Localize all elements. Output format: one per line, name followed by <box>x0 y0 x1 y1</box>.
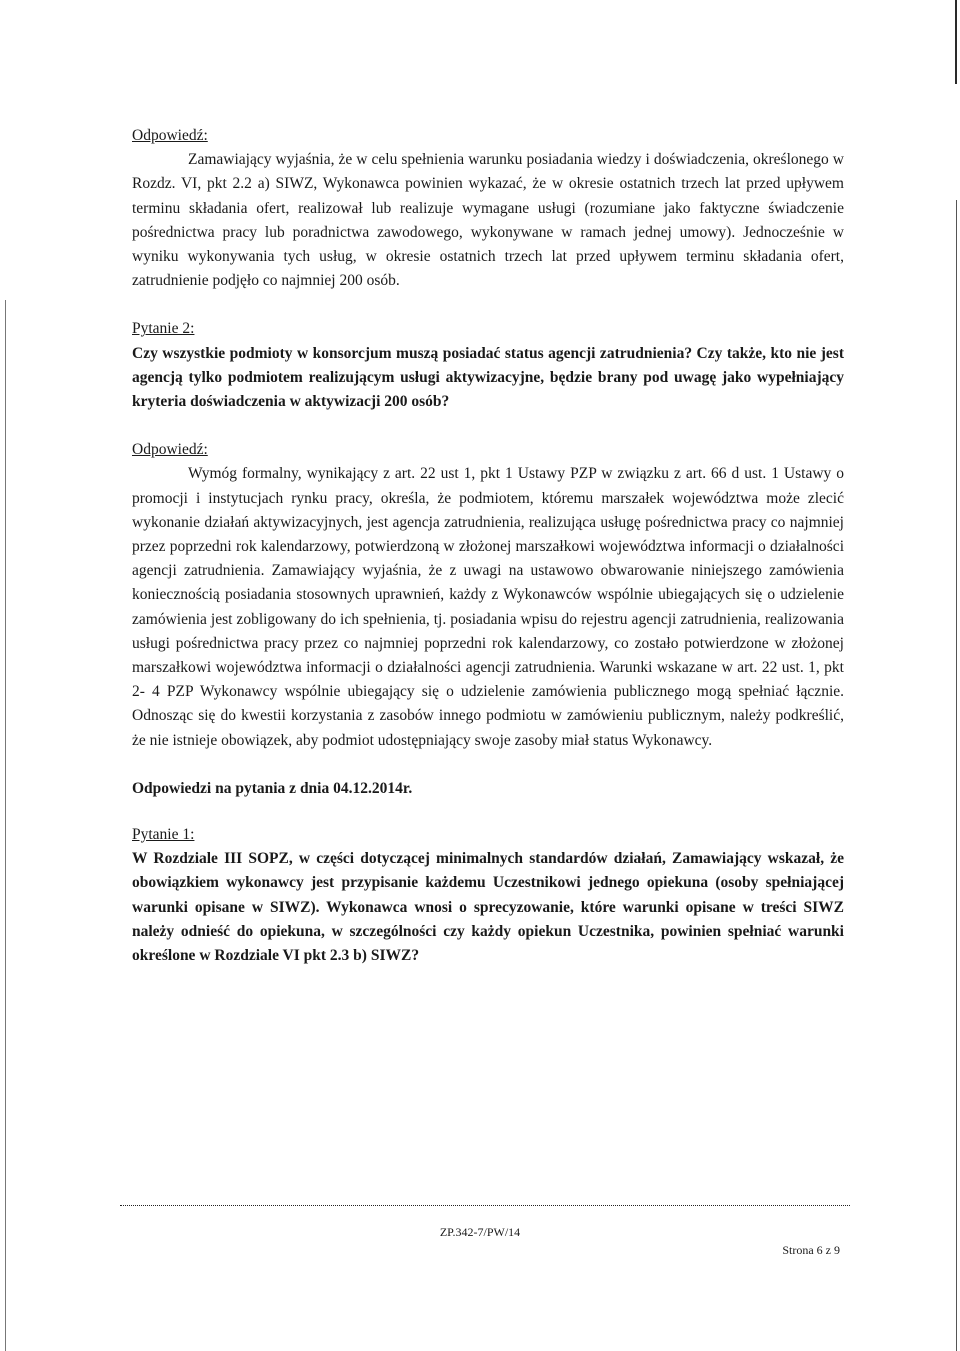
footer-page-number: Strona 6 z 9 <box>782 1243 840 1257</box>
answer-paragraph-1: Zamawiający wyjaśnia, że w celu spełnienia warunku posiadania wiedzy i doświadczenia, określonego w Rozdz. VI, pkt 2.2 a) SIWZ, Wykonawca powinien wykazać, że w okresie ostatnich trzech lat przed upływem terminu składania ofert, realizował lub realizuje wymagane usługi (rozumiane jako faktyczne świadczenie pośrednictwa pracy lub poradnictwa zawodowego, wykonywane w ramach jednej umowy). Jednocześnie w wyniku wykonywania tych usług, w okresie ostatnich trzech lat przed upływem terminu składania ofert, zatrudnienie podjęło co najmniej 200 osób. <box>132 151 844 290</box>
question-heading-2: Pytanie 2: <box>132 320 195 338</box>
scan-edge-line-left <box>5 300 6 1351</box>
answers-date-heading: Odpowiedzi na pytania z dnia 04.12.2014r. <box>132 779 413 797</box>
footer-divider <box>120 1205 850 1206</box>
footer-reference-number: ZP.342-7/PW/14 <box>439 1225 521 1239</box>
question-paragraph-2: Czy wszystkie podmioty w konsorcjum muszą posiadać status agencji zatrudnienia? Czy także, kto nie jest agencją tylko podmiotem realizującym usługi aktywizacyjne, będzie brany pod uwagę jako wypełniający kryteria doświadczenia w aktywizacji 200 osób? <box>132 344 844 411</box>
question-paragraph-1: W Rozdziale III SOPZ, w części dotyczącej minimalnych standardów działań, Zamawiający wskazał, że obowiązkiem wykonawcy jest przypisanie każdemu Uczestnikowi jednego opiekuna (osoby spełniającej warunki opisane w SIWZ). Wykonawca wnosi o sprecyzowanie, które warunki opisane w treści SIWZ należy odnieść do opiekuna, w szczególności czy każdy opiekun Uczestnika, powinien spełniać warunki określone w Rozdziale VI pkt 2.3 b) SIWZ? <box>132 850 844 965</box>
document-body <box>132 124 844 968</box>
scan-edge-line-top <box>955 0 957 84</box>
question-heading-1: Pytanie 1: <box>132 826 195 844</box>
answer-heading-1: Odpowiedź: <box>132 127 208 144</box>
answer-paragraph-2: Wymóg formalny, wynikający z art. 22 ust 1, pkt 1 Ustawy PZP w związku z art. 66 d ust. 1 Ustawy o promocji i instytucjach rynku pracy, określa, że podmiotem, któremu marszałek województwa może zlecić wykonanie działań aktywizacyjnych, jest agencja zatrudnienia, realizująca usługę pośrednictwa pracy co najmniej przez poprzedni rok kalendarzowy, potwierdzoną w złożonej marszałkowi województwa informacji o działalności agencji zatrudnienia. Zamawiający wyjaśnia, że z uwagi na ustawowo obwarowanie niniejszego zamówienia koniecznością posiadania stosownych uprawnień, każdy z Wykonawców wspólnie ubiegających się o udzielenie zamówienia jest zobligowany do ich spełnienia, tj. posiadania wpisu do rejestru agencji zatrudnienia, realizowania usługi pośrednictwa pracy przez co najmniej poprzedni rok kalendarzowy, co zostało potwierdzone w złożonej marszałkowi województwa informacji o działalności agencji zatrudnienia. Warunki wskazane w art. 22 ust. 1, pkt 2- 4 PZP Wykonawcy wspólnie ubiegający się o udzielenie zamówienia publicznego mogą spełniać łącznie. Odnosząc się do kwestii korzystania z zasobów innego podmiotu w zamówieniu publicznym, należy podkreślić, że nie istnieje obowiązek, aby podmiot udostępniający swoje zasoby miał status Wykonawcy. <box>132 465 844 749</box>
scan-edge-line-right <box>956 200 957 1351</box>
answer-heading-2: Odpowiedź: <box>132 441 208 459</box>
